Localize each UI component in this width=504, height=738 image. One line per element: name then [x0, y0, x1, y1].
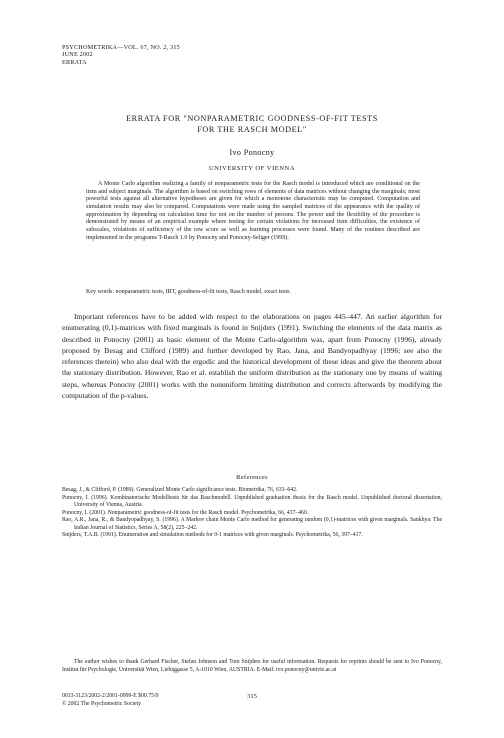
reference-item: Ponocny, I. (1996). Kombinatorische Modelltests für das Raschmodell. Unpublished graduation thesis for the Rasch model. Unpublished doctoral dissertation, University of Vienna, Austria.: [62, 494, 442, 509]
journal-header: [62, 44, 180, 66]
journal-name: PSYCHOMETRIKA—VOL. 67, NO. 2, 315: [62, 44, 180, 51]
reference-item: Besag, J., & Clifford, P. (1989). Generalized Monte Carlo significance tests. Biometrika, 76, 633–642.: [62, 487, 298, 493]
issn-line: 0033-3123/2002-2/2001-0999-E $00.75/0: [62, 693, 159, 699]
references-heading: References: [236, 474, 268, 481]
keywords: Key words: nonparametric tests, IRT, goodness-of-fit tests, Rasch model, exact tests.: [86, 289, 291, 295]
journal-date: JUNE 2002: [62, 51, 93, 59]
body-paragraph: Important references have to be added with respect to the elaborations on pages 445–447. An earlier algorithm for enumerating (0,1)-matrices with fixed marginals is found in Snijders (1991). Switching the elements of the data matrix as described in Ponocny (2001) as basic element of the Monte Carlo-algorithm was, apart from Ponocny (1996), already proposed by Besag and Clifford (1989) and further developed by Rao, Jana, and Bandyopadhyay (1996; see also the references therein) who also deal with the ergodic and the historical development of these ideas and give the theorem about the stationary distribution. However, Rao et al. establish the uniform distribution as the stationary one by means of waiting steps, whereas Ponocny (2001) works with the nonuniform limiting distribution and corrects afterwards by modifying the computation of the p-values.: [62, 312, 442, 400]
references-list: [62, 487, 442, 540]
abstract: A Monte Carlo algorithm realizing a family of nonparametric tests for the Rasch model is introduced which are conditional on the item and subject marginals. The algorithm is based on switching rows of elements of data matrices without changing the marginals; most powerful tests against all alternative hypotheses are given for which a monotone characteristic may be computed. Computation and simulation results may also be compared. Computations were made using the sampled matrices of the appearance with the quality of approximation by depending on calculation time for not on the number of persons. The power and the flexibility of the procedure is demonstrated by means of an empirical example where testing for certain violations for increased item difficulties, the existence of subscales, violations of sufficiency of the raw score as well as learning processes were found. Many of the routines described are implemented in the programs T-Rasch 1.0 by Ponocny and Ponocny-Seliger (1999).: [86, 181, 420, 241]
author-footnote: The author wishes to thank Gerhard Fischer, Stefan Johnson and Tom Snijders for useful information. Requests for reprints should be sent to Ivo Ponocny, Institut für Psychologie, Universität Wien, Liebiggasse 5, A-1010 Wien, AUSTRIA. E-Mail: ivo.ponocny@univie.ac.at: [62, 659, 442, 673]
author-name: Ivo Ponocny: [229, 148, 275, 157]
reference-item: Rao, A.R., Jana, R., & Bandyopadhyay, S. (1996). A Markov chain Monte Carlo method for generating random (0,1)-matrices with given marginals. Sankhya: The Indian Journal of Statistics, Series A, 58(2), 225–242.: [62, 517, 442, 531]
article-title: [62, 114, 442, 135]
author-affiliation: UNIVERSITY OF VIENNA: [208, 165, 296, 172]
title-line-1: ERRATA FOR "NONPARAMETRIC GOODNESS-OF-FIT TESTS: [126, 114, 378, 123]
section-type: ERRATA: [62, 58, 87, 66]
reference-item: Ponocny, I. (2001). Nonparametric goodness-of-fit tests for the Rasch model. Psychometrika, 66, 437–460.: [62, 509, 309, 516]
title-line-2: FOR THE RASCH MODEL": [197, 124, 307, 134]
reference-item: Snijders, T.A.B. (1991). Enumeration and simulation methods for 0-1 matrices with given marginals. Psychometrika, 56, 397–417.: [62, 532, 363, 539]
page-footer: [62, 693, 442, 713]
page-number: 315: [247, 693, 257, 700]
copyright-line: © 2002 The Psychometric Society: [62, 700, 142, 707]
